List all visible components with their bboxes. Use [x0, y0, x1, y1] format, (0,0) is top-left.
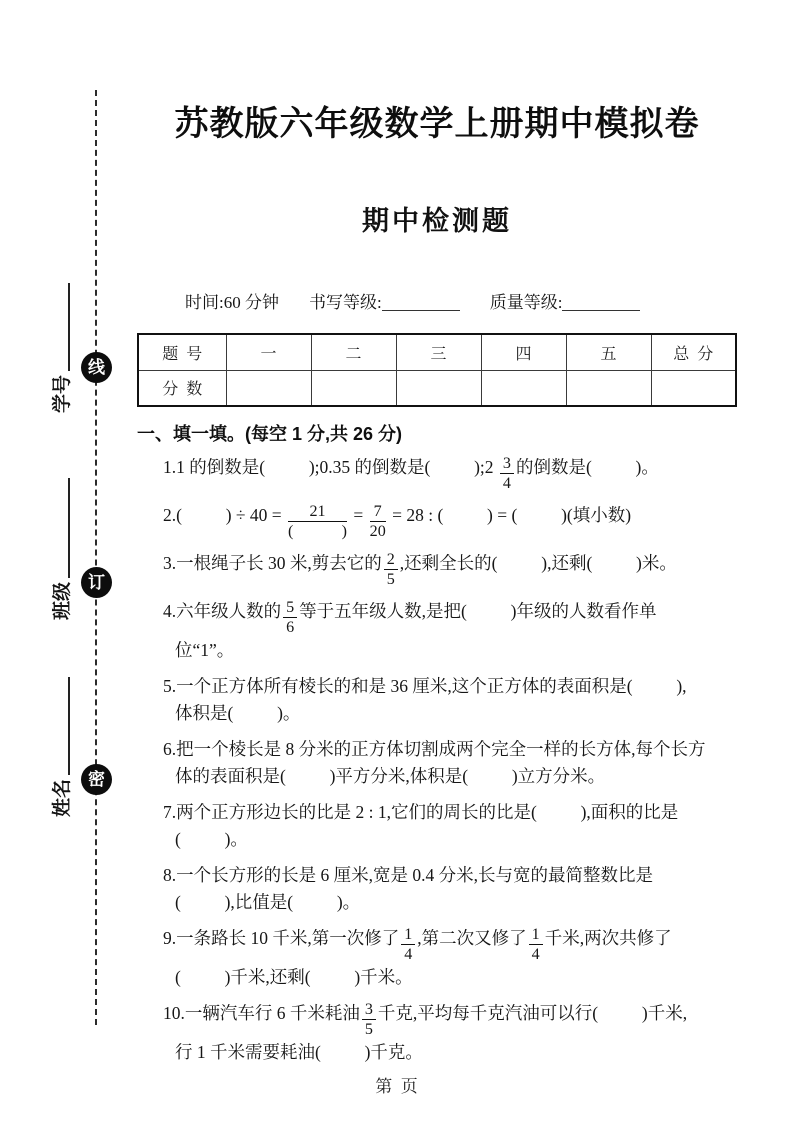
- class-blank: [68, 478, 70, 578]
- question-line: 8.一个长方形的长是 6 厘米,宽是 0.4 分米,长与宽的最简整数比是: [163, 864, 653, 885]
- writing-grade-blank: [382, 294, 460, 311]
- score-table-header-cell: 三: [396, 334, 481, 370]
- quality-grade-label: 质量等级:: [489, 293, 563, 312]
- question: [163, 502, 737, 541]
- score-table-header-cell: 总 分: [651, 334, 736, 370]
- score-table-header-cell: 二: [311, 334, 396, 370]
- score-table-header-cell: 四: [481, 334, 566, 370]
- question-line: 体的表面积是( )平方分米,体积是( )立方分米。: [175, 765, 606, 786]
- section-1-heading: 一、填一填。(每空 1 分,共 26 分): [137, 424, 403, 444]
- class-field: [50, 478, 74, 620]
- question-line: 2.( ) ÷ 40 = $\frac{21}{( )}$ = $\frac{7}{20}$ = 28 : ( ) = ( )(填小数): [163, 502, 632, 541]
- fraction: $\frac{7}{20}$: [369, 502, 386, 541]
- student-number-label: 学号: [52, 374, 73, 413]
- score-row-label: 分 数: [138, 370, 226, 406]
- time-label: 时间:60 分钟: [185, 293, 279, 312]
- fraction: $\frac{5}{6}$: [283, 599, 297, 637]
- seal-circle-staple: 订: [81, 567, 112, 598]
- question-line: 7.两个正方形边长的比是 2 : 1,它们的周长的比是( ),面积的比是: [163, 801, 679, 822]
- question: [163, 1000, 737, 1066]
- fraction: $\frac{3}{4}$: [500, 455, 514, 493]
- exam-info-row: [137, 288, 737, 313]
- question: [163, 736, 737, 790]
- question-line: 6.把一个棱长是 8 分米的正方体切割成两个完全一样的长方体,每个长方: [163, 738, 706, 759]
- question-line: ( )千米,还剩( )千米。: [175, 966, 413, 987]
- score-cell: [311, 370, 396, 406]
- question: [163, 799, 737, 853]
- question-list: [137, 454, 737, 1066]
- score-cell: [396, 370, 481, 406]
- name-label: 姓名: [52, 778, 73, 817]
- student-number-blank: [68, 283, 70, 371]
- score-table-score-row: [138, 370, 736, 406]
- seal-circle-line: 线: [81, 352, 112, 383]
- score-table-header-cell: 五: [566, 334, 651, 370]
- question: [163, 862, 737, 916]
- name-blank: [68, 677, 70, 775]
- fraction: $\frac{1}{4}$: [529, 926, 543, 964]
- question-line: 10.一辆汽车行 6 千米耗油 $\frac{3}{5}$ 千克,平均每千克汽油可以行( )千米,: [163, 1000, 688, 1039]
- question: [163, 598, 737, 664]
- name-field: [50, 677, 74, 817]
- score-cell: [566, 370, 651, 406]
- question-line: ( ),比值是( )。: [175, 891, 361, 912]
- question-line: 9.一条路长 10 千米,第一次修了 $\frac{1}{4}$ ,第二次又修了 $\frac{1}{4}$ 千米,两次共修了: [163, 925, 672, 964]
- question-line: ( )。: [175, 828, 248, 849]
- question: [163, 550, 737, 589]
- class-label: 班级: [52, 581, 73, 620]
- page-footer: 第 页: [375, 1077, 418, 1096]
- seal-circle-secret: 密: [81, 764, 112, 795]
- score-cell: [226, 370, 311, 406]
- fraction: $\frac{2}{5}$: [384, 551, 398, 589]
- question-line: 体积是( )。: [175, 702, 301, 723]
- score-table-header-cell: 一: [226, 334, 311, 370]
- score-cell: [651, 370, 736, 406]
- question: [163, 925, 737, 991]
- main-content: [137, 0, 737, 1075]
- question: [163, 673, 737, 727]
- binding-dashed-line: [95, 90, 97, 1025]
- writing-grade: [309, 288, 460, 313]
- score-table-header-cell: 题 号: [138, 334, 226, 370]
- fraction: $\frac{3}{5}$: [362, 1001, 376, 1039]
- paper-title: 苏教版六年级数学上册期中模拟卷: [174, 105, 700, 143]
- score-cell: [481, 370, 566, 406]
- quality-grade: [490, 288, 641, 313]
- question-line: 3.一根绳子长 30 米,剪去它的 $\frac{2}{5}$ ,还剩全长的( ),还剩( )米。: [163, 550, 677, 589]
- quality-grade-blank: [562, 294, 640, 311]
- question-line: 位“1”。: [175, 639, 235, 660]
- score-table-header-row: [138, 334, 736, 370]
- paper-subtitle: 期中检测题: [362, 206, 512, 236]
- fraction: $\frac{21}{( )}$: [288, 502, 348, 541]
- score-table: [137, 333, 737, 407]
- question-line: 4.六年级人数的 $\frac{5}{6}$ 等于五年级人数,是把( )年级的人数看作单: [163, 598, 657, 637]
- question-line: 行 1 千米需要耗油( )千克。: [175, 1041, 423, 1062]
- question-line: 1.1 的倒数是( );0.35 的倒数是( );2 $\frac{3}{4}$ 的倒数是( )。: [163, 454, 659, 493]
- fraction: $\frac{1}{4}$: [401, 926, 415, 964]
- student-number-field: [50, 283, 74, 413]
- question-line: 5.一个正方体所有棱长的和是 36 厘米,这个正方体的表面积是( ),: [163, 675, 687, 696]
- question: [163, 454, 737, 493]
- writing-grade-label: 书写等级:: [308, 293, 382, 312]
